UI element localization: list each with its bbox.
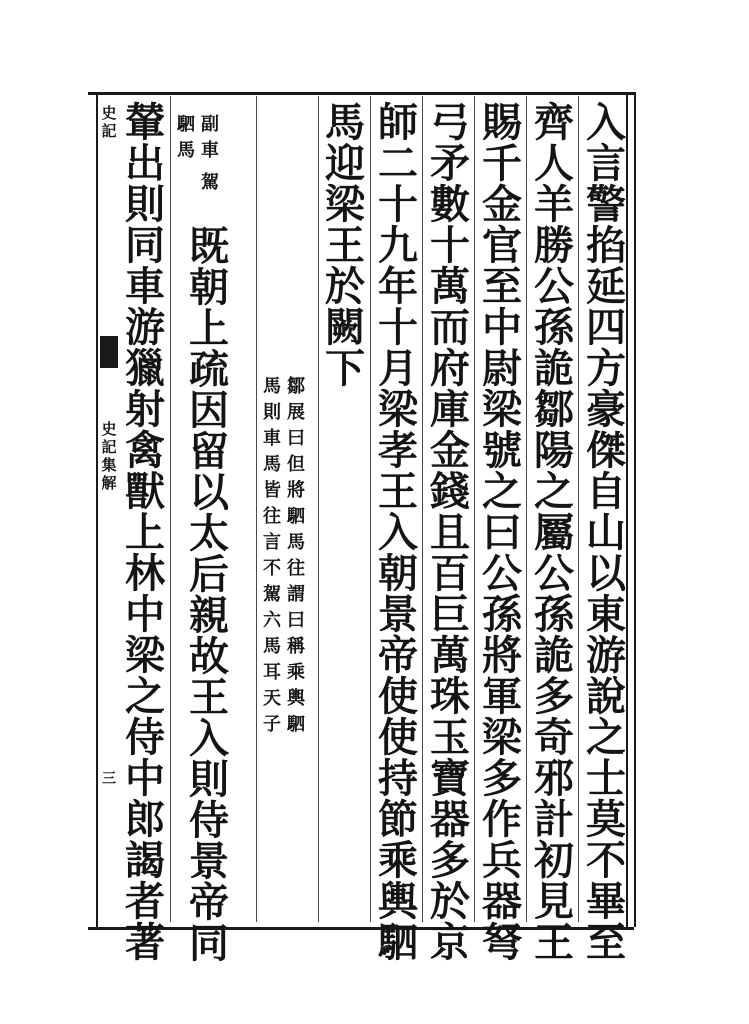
column-rule <box>318 96 319 922</box>
glyph: 皆 <box>263 480 281 501</box>
glyph: 六 <box>263 610 281 631</box>
glyph: 珠 <box>430 673 470 720</box>
commentary-note-7 <box>176 112 220 164</box>
glyph: 往 <box>287 558 305 579</box>
glyph: 中 <box>125 591 165 638</box>
glyph: 京 <box>430 919 470 966</box>
glyph: 年 <box>378 263 418 310</box>
margin-fishtail-mark <box>100 336 118 368</box>
glyph: 駕 <box>201 172 219 193</box>
glyph: 以 <box>189 469 229 516</box>
glyph: 之 <box>125 673 165 720</box>
glyph: 馬 <box>177 140 195 161</box>
glyph: 曰 <box>482 509 522 556</box>
glyph: 乘 <box>378 837 418 884</box>
glyph: 駕 <box>263 584 281 605</box>
glyph: 孫 <box>482 591 522 638</box>
glyph: 齊 <box>534 99 574 146</box>
glyph: 馬 <box>263 376 281 397</box>
glyph: 十 <box>378 181 418 228</box>
text-column-8 <box>122 99 168 966</box>
glyph: 著 <box>125 919 165 966</box>
glyph: 羊 <box>534 181 574 228</box>
glyph: 府 <box>430 345 470 392</box>
glyph: 展 <box>287 402 305 423</box>
glyph: 輦 <box>125 99 165 146</box>
glyph: 鄒 <box>287 376 305 397</box>
glyph: 器 <box>482 878 522 925</box>
glyph: 馬 <box>263 454 281 475</box>
glyph: 謂 <box>287 584 305 605</box>
glyph: 天 <box>263 688 281 709</box>
glyph: 矛 <box>430 140 470 187</box>
glyph: 馬 <box>287 532 305 553</box>
glyph: 入 <box>586 99 626 146</box>
glyph: 豪 <box>586 386 626 433</box>
glyph: 孫 <box>534 591 574 638</box>
glyph: 方 <box>586 345 626 392</box>
glyph: 公 <box>482 550 522 597</box>
column-rule <box>256 96 257 922</box>
glyph: 侍 <box>189 797 229 844</box>
glyph: 寶 <box>430 755 470 802</box>
glyph: 副 <box>201 114 219 135</box>
glyph: 不 <box>263 558 281 579</box>
glyph: 巨 <box>430 591 470 638</box>
glyph: 玉 <box>430 714 470 761</box>
glyph: 駟 <box>177 114 195 135</box>
note-column-right <box>200 112 220 164</box>
glyph: 射 <box>125 386 165 433</box>
glyph: 兵 <box>482 837 522 884</box>
glyph: 東 <box>586 591 626 638</box>
glyph: 傑 <box>586 427 626 474</box>
glyph: 士 <box>586 755 626 802</box>
glyph: 千 <box>482 140 522 187</box>
glyph: 耳 <box>263 662 281 683</box>
glyph: 萬 <box>430 263 470 310</box>
glyph: 出 <box>125 140 165 187</box>
glyph: 初 <box>534 837 574 884</box>
glyph: 計 <box>534 796 574 843</box>
glyph: 且 <box>430 509 470 556</box>
glyph: 使 <box>378 673 418 720</box>
glyph: 梁 <box>325 181 365 228</box>
glyph: 后 <box>189 551 229 598</box>
glyph: 馬 <box>263 636 281 657</box>
margin-glyph: 史 <box>101 104 117 122</box>
glyph: 獵 <box>125 345 165 392</box>
glyph: 帝 <box>378 632 418 679</box>
glyph: 號 <box>482 427 522 474</box>
glyph: 師 <box>378 99 418 146</box>
glyph: 弩 <box>482 919 522 966</box>
glyph: 警 <box>586 181 626 228</box>
glyph: 車 <box>201 140 219 161</box>
glyph: 留 <box>189 428 229 475</box>
glyph: 林 <box>125 550 165 597</box>
glyph: 王 <box>534 919 574 966</box>
glyph: 朝 <box>378 550 418 597</box>
glyph: 駟 <box>378 919 418 966</box>
margin-glyph: 記 <box>101 122 117 140</box>
glyph: 親 <box>189 592 229 639</box>
glyph: 之 <box>586 714 626 761</box>
glyph: 而 <box>430 304 470 351</box>
column-rule <box>578 96 579 922</box>
text-column-2 <box>531 99 577 966</box>
glyph: 軍 <box>482 673 522 720</box>
glyph: 之 <box>534 468 574 515</box>
glyph: 則 <box>125 181 165 228</box>
glyph: 持 <box>378 755 418 802</box>
glyph: 以 <box>586 550 626 597</box>
text-column-4 <box>427 99 473 966</box>
glyph: 說 <box>586 673 626 720</box>
glyph: 數 <box>430 181 470 228</box>
glyph: 者 <box>125 878 165 925</box>
glyph: 十 <box>430 222 470 269</box>
glyph: 賜 <box>482 99 522 146</box>
glyph: 鄒 <box>534 386 574 433</box>
glyph: 車 <box>125 263 165 310</box>
glyph: 見 <box>534 878 574 925</box>
glyph: 山 <box>586 509 626 556</box>
glyph: 公 <box>534 263 574 310</box>
glyph: 詭 <box>534 345 574 392</box>
glyph: 朝 <box>189 264 229 311</box>
glyph: 言 <box>263 532 281 553</box>
glyph: 王 <box>189 674 229 721</box>
glyph: 入 <box>378 509 418 556</box>
glyph: 往 <box>263 506 281 527</box>
glyph: 萬 <box>430 632 470 679</box>
glyph: 曰 <box>287 428 305 449</box>
glyph: 器 <box>430 796 470 843</box>
glyph: 使 <box>378 714 418 761</box>
glyph: 入 <box>189 715 229 762</box>
glyph: 人 <box>534 140 574 187</box>
glyph: 侍 <box>125 714 165 761</box>
glyph: 則 <box>263 402 281 423</box>
glyph: 下 <box>325 345 365 392</box>
glyph: 多 <box>482 755 522 802</box>
glyph: 梁 <box>378 386 418 433</box>
glyph: 王 <box>378 468 418 515</box>
glyph: 輿 <box>287 688 305 709</box>
glyph: 故 <box>189 633 229 680</box>
margin-title-fragment <box>100 104 118 140</box>
glyph: 王 <box>325 222 365 269</box>
column-rule <box>422 96 423 922</box>
glyph: 乘 <box>287 662 305 683</box>
glyph: 梁 <box>482 386 522 433</box>
glyph: 四 <box>586 304 626 351</box>
glyph: 車 <box>263 428 281 449</box>
glyph: 謁 <box>125 837 165 884</box>
glyph: 則 <box>189 756 229 803</box>
glyph: 郎 <box>125 796 165 843</box>
glyph: 掐 <box>586 222 626 269</box>
column-rule <box>474 96 475 922</box>
glyph: 庫 <box>430 386 470 433</box>
text-column-1 <box>583 99 629 966</box>
glyph: 莫 <box>586 796 626 843</box>
gutter-border <box>96 92 98 927</box>
glyph: 禽 <box>125 427 165 474</box>
glyph: 九 <box>378 222 418 269</box>
margin-glyph: 記 <box>101 438 117 456</box>
glyph: 十 <box>378 304 418 351</box>
glyph: 二 <box>378 140 418 187</box>
glyph: 公 <box>534 550 574 597</box>
commentary-note-6 <box>262 374 306 738</box>
margin-book-title <box>100 420 118 492</box>
note-column-left <box>262 374 282 738</box>
glyph: 上 <box>125 509 165 556</box>
glyph: 帝 <box>189 879 229 926</box>
glyph: 勝 <box>534 222 574 269</box>
glyph: 尉 <box>482 345 522 392</box>
column-rule <box>526 96 527 922</box>
margin-glyph: 集 <box>101 456 117 474</box>
glyph: 游 <box>125 304 165 351</box>
glyph: 因 <box>189 387 229 434</box>
glyph: 疏 <box>189 346 229 393</box>
text-column-5 <box>375 99 421 966</box>
glyph: 之 <box>482 468 522 515</box>
glyph: 闕 <box>325 304 365 351</box>
note-column-right <box>286 374 306 738</box>
glyph: 既 <box>189 223 229 270</box>
glyph: 駟 <box>287 506 305 527</box>
glyph: 不 <box>586 837 626 884</box>
glyph: 於 <box>430 878 470 925</box>
glyph: 中 <box>482 304 522 351</box>
glyph: 多 <box>534 673 574 720</box>
glyph: 百 <box>430 550 470 597</box>
note-column-left <box>176 112 196 164</box>
glyph: 邪 <box>534 755 574 802</box>
glyph: 金 <box>482 181 522 228</box>
glyph: 節 <box>378 796 418 843</box>
glyph: 子 <box>263 714 281 735</box>
glyph: 於 <box>325 263 365 310</box>
glyph: 同 <box>125 222 165 269</box>
glyph: 官 <box>482 222 522 269</box>
glyph: 中 <box>125 755 165 802</box>
glyph: 錢 <box>430 468 470 515</box>
glyph: 月 <box>378 345 418 392</box>
glyph: 將 <box>482 632 522 679</box>
margin-glyph: 史 <box>101 420 117 438</box>
glyph: 至 <box>482 263 522 310</box>
glyph: 延 <box>586 263 626 310</box>
glyph: 陽 <box>534 427 574 474</box>
glyph: 景 <box>189 838 229 885</box>
note-column-tail <box>200 170 220 196</box>
glyph: 詭 <box>534 632 574 679</box>
glyph: 至 <box>586 919 626 966</box>
glyph: 但 <box>287 454 305 475</box>
glyph: 上 <box>189 305 229 352</box>
page-number: 三 <box>102 771 116 787</box>
column-rule <box>170 96 171 922</box>
glyph: 孫 <box>534 304 574 351</box>
glyph: 將 <box>287 480 305 501</box>
glyph: 梁 <box>125 632 165 679</box>
glyph: 多 <box>430 837 470 884</box>
glyph: 同 <box>189 920 229 967</box>
glyph: 太 <box>189 510 229 557</box>
glyph: 馬 <box>325 99 365 146</box>
glyph: 作 <box>482 796 522 843</box>
column-rule <box>370 96 371 922</box>
glyph: 曰 <box>287 610 305 631</box>
glyph: 輿 <box>378 878 418 925</box>
glyph: 孝 <box>378 427 418 474</box>
glyph: 獸 <box>125 468 165 515</box>
glyph: 游 <box>586 632 626 679</box>
glyph: 駟 <box>287 714 305 735</box>
glyph: 畢 <box>586 878 626 925</box>
glyph: 景 <box>378 591 418 638</box>
glyph: 迎 <box>325 140 365 187</box>
margin-glyph: 解 <box>101 474 117 492</box>
glyph: 稱 <box>287 636 305 657</box>
glyph: 屬 <box>534 509 574 556</box>
glyph: 自 <box>586 468 626 515</box>
glyph: 弓 <box>430 99 470 146</box>
glyph: 梁 <box>482 714 522 761</box>
text-column-6 <box>322 99 368 392</box>
text-column-3 <box>479 99 525 966</box>
glyph: 奇 <box>534 714 574 761</box>
text-column-7 <box>186 223 232 967</box>
glyph: 言 <box>586 140 626 187</box>
glyph: 金 <box>430 427 470 474</box>
